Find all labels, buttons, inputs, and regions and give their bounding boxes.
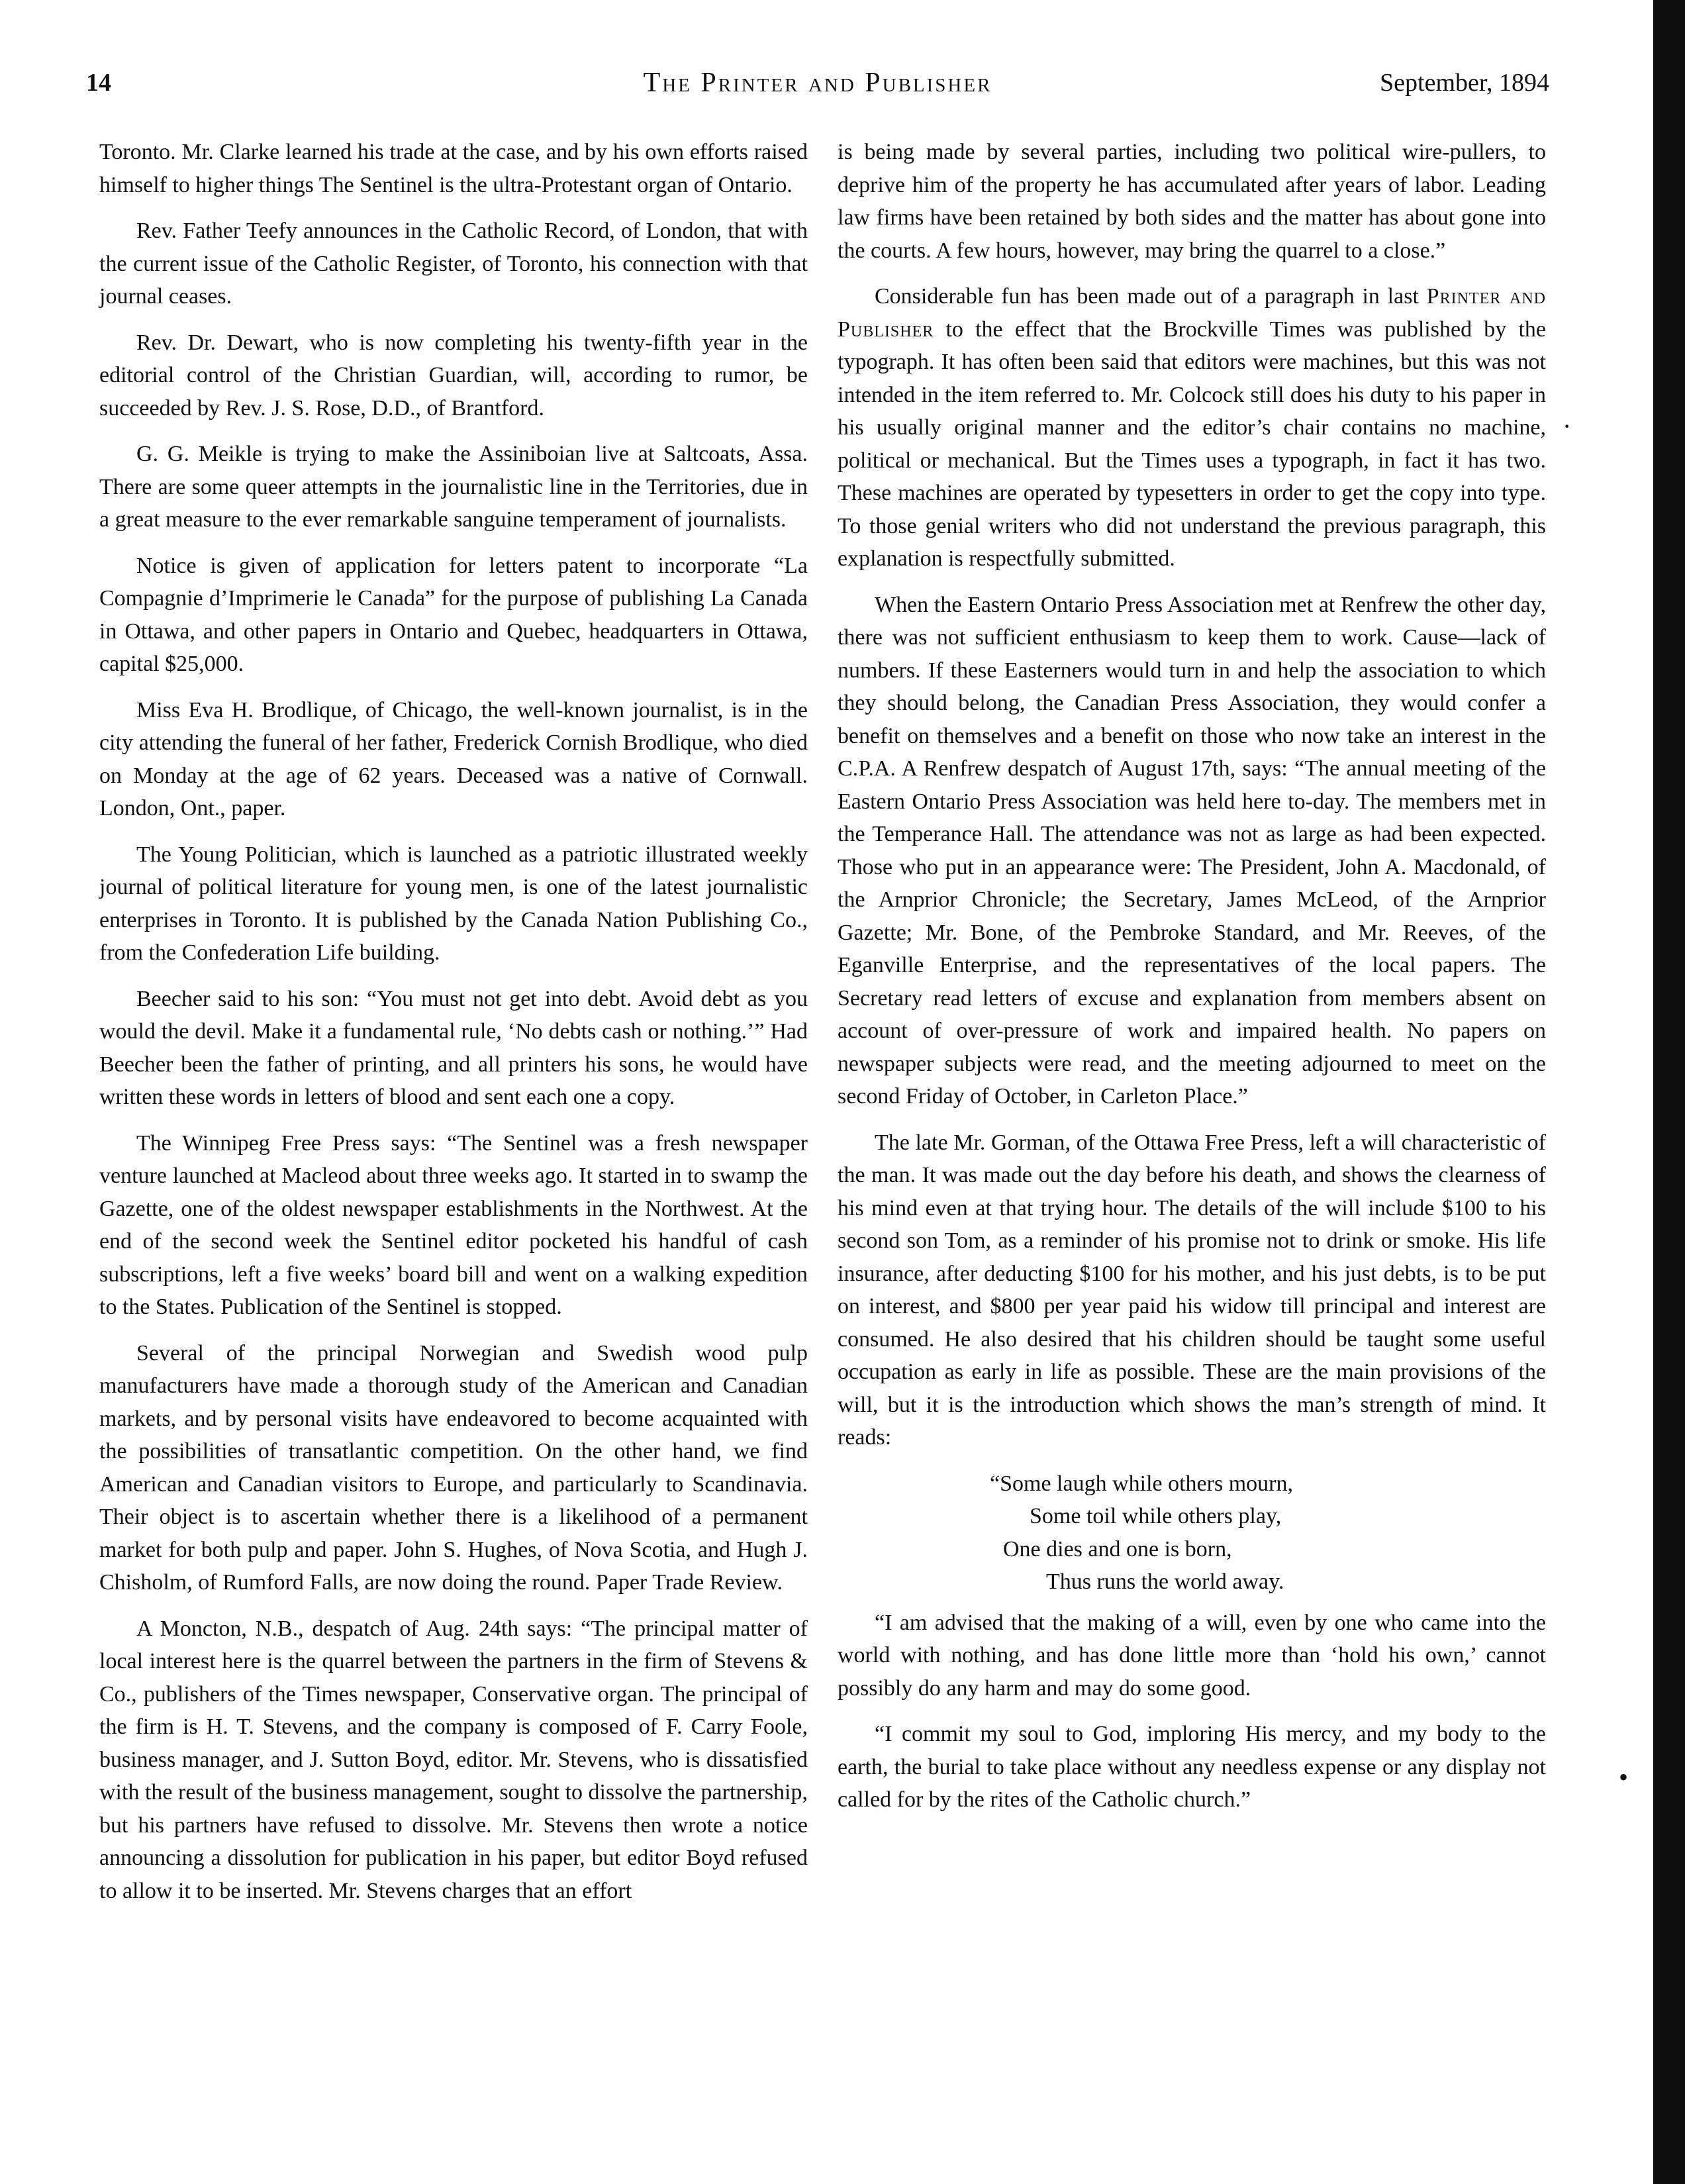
will-verse [838, 1467, 1546, 1599]
article-paragraph: The Winnipeg Free Press says: “The Sentinel was a fresh newspaper venture launched at Macleod about three weeks ago. It started in to swamp the Gazette, one of the oldest newspaper establishments in the Northwest. At the end of the second week the Sentinel editor pocketed his handful of cash subscriptions, left a five weeks’ board bill and went on a walking expedition to the States. Publication of the Sentinel is stopped. [99, 1130, 808, 1319]
page-number: 14 [86, 69, 111, 97]
article-paragraph: A Moncton, N.B., despatch of Aug. 24th says: “The principal matter of local interest here is the quarrel between the partners in the firm of Stevens & Co., publishers of the Times newspaper, Conservative organ. The principal of the firm is H. T. Stevens, and the company is composed of F. Carry Foole, business manager, and J. Sutton Boyd, editor. Mr. Stevens, who is dissatisfied with the result of the business management, sought to dissolve the partnership, but his partners have refused to dissolve. Mr. Stevens then wrote a notice announcing a dissolution for publication in his paper, but editor Boyd refused to allow it to be inserted. Mr. Stevens charges that an effort [99, 1616, 808, 1903]
paragraph-text: to the effect that the Brockville Times was published by the typograph. It has often been said that editors were machines, but this was not intended in the item referred to. Mr. Colcock still does his duty to his paper in his usually original manner and the editor’s chair contains no machine, political or mechanical. But the Times uses a typograph, in fact it has two. These machines are operated by typesetters in order to get the copy into type. To those genial writers who did not understand the previous paragraph, this explanation is respectfully submitted. [838, 317, 1547, 571]
left-column [99, 136, 808, 1920]
right-column [838, 136, 1546, 1830]
article-paragraph: “I am advised that the making of a will, even by one who came into the world with nothing, and has done little more than ‘hold his own,’ cannot possibly do any harm and may do some good. [838, 1610, 1546, 1701]
article-paragraph: When the Eastern Ontario Press Association met at Renfrew the other day, there was not sufficient enthusiasm to keep them to work. Cause—lack of numbers. If these Easterners would turn in and help the association to which they should belong, the Canadian Press Association, they would confer a benefit on themselves and a benefit on those who now take an interest in the C.P.A. A Renfrew despatch of August 17th, says: “The annual meeting of the Eastern Ontario Press Association was held here to-day. The members met in the Temperance Hall. The attendance was not as large as had been expected. Those who put in an appearance were: The President, John A. Macdonald, of the Arnprior Chronicle; the Secretary, James McLeod, of the Arnprior Gazette; Mr. Bone, of the Pembroke Standard, and Mr. Reeves, of the Eganville Enterprise, and the representatives of the local papers. The Secretary read letters of excuse and explanation from members absent on account of over-pressure of work and impaired health. No papers on newspaper subjects were read, and the meeting adjourned to meet on the second Friday of October, in Carleton Place.” [838, 592, 1546, 1109]
article-paragraph: G. G. Meikle is trying to make the Assiniboian live at Saltcoats, Assa. There are some queer attempts in the journalistic line in the Territories, due in a great measure to the ever remarkable sanguine temperament of journalists. [99, 442, 808, 532]
article-paragraph: Toronto. Mr. Clarke learned his trade at the case, and by his own efforts raised himself to higher things The Sentinel is the ultra-Protestant organ of Ontario. [99, 140, 808, 197]
article-paragraph: Several of the principal Norwegian and Swedish wood pulp manufacturers have made a thorough study of the American and Canadian markets, and by personal visits have endeavored to become acquainted with the possibilities of transatlantic competition. On the other hand, we find American and Canadian visitors to Europe, and particularly to Scandinavia. Their object is to ascertain whether there is a likelihood of a permanent market for both pulp and paper. John S. Hughes, of Nova Scotia, and Hugh J. Chisholm, of Rumford Falls, are now doing the round. Paper Trade Review. [99, 1340, 808, 1595]
article-paragraph: The late Mr. Gorman, of the Ottawa Free Press, left a will characteristic of the man. It was made out the day before his death, and shows the clearness of his mind even at that trying hour. The details of the will include $100 to his second son Tom, as a reminder of his promise not to drink or smoke. His life insurance, after deducting $100 for his mother, and his just debts, is to be put on interest, and $800 per year paid his widow till principal and interest are consumed. He also desired that his children should be taught some useful occupation as early in life as possible. These are the main provisions of the will, but it is the introduction which shows the man’s strength of mind. It reads: [838, 1130, 1546, 1450]
article-paragraph: Notice is given of application for letters patent to incorporate “La Compagnie d’Imprimerie le Canada” for the purpose of publishing La Canada in Ottawa, and other papers in Ontario and Quebec, headquarters in Ottawa, capital $25,000. [99, 553, 808, 676]
verse-line: Thus runs the world away. [1046, 1569, 1284, 1594]
publication-name: Printer and Publisher [838, 284, 1546, 342]
stray-mark: · [1563, 411, 1572, 441]
article-paragraph: The Young Politician, which is launched as a patriotic illustrated weekly journal of political literature for young men, is one of the latest journalistic enterprises in Toronto. It is published by the Canada Nation Publishing Co., from the Confederation Life building. [99, 842, 808, 965]
paragraph-text: Considerable fun has been made out of a paragraph in last [875, 284, 1419, 309]
verse-line: One dies and one is born, [1003, 1536, 1232, 1562]
article-paragraph: is being made by several parties, including two political wire-pullers, to deprive him of the property he has accumulated after years of labor. Leading law firms have been retained by both sides and the matter has about gone into the courts. A few hours, however, may bring the quarrel to a close.” [838, 140, 1546, 263]
article-paragraph: “I commit my soul to God, imploring His mercy, and my body to the earth, the burial to take place without any needless expense or any display not called for by the rites of the Catholic church.” [838, 1722, 1546, 1812]
page-header [86, 63, 1549, 103]
article-paragraph: Miss Eva H. Brodlique, of Chicago, the well-known journalist, is in the city attending the funeral of her father, Frederick Cornish Brodlique, who died on Monday at the age of 62 years. Deceased was a native of Cornwall. London, Ont., paper. [99, 697, 808, 820]
article-paragraph: Beecher said to his son: “You must not get into debt. Avoid debt as you would the devil. Make it a fundamental rule, ‘No debts cash or nothing.’” Had Beecher been the father of printing, and all printers his sons, he would have written these words in letters of blood and sent each one a copy. [99, 986, 808, 1109]
article-paragraph: Rev. Dr. Dewart, who is now completing his twenty-fifth year in the editorial control of the Christian Guardian, will, according to rumor, be succeeded by Rev. J. S. Rose, D.D., of Brantford. [99, 330, 808, 421]
stray-mark: • [1619, 1762, 1629, 1792]
article-paragraph [838, 280, 1546, 575]
verse-line: “Some laugh while others mourn, [990, 1471, 1293, 1496]
issue-date: September, 1894 [1380, 69, 1549, 97]
article-paragraph: Rev. Father Teefy announces in the Catholic Record, of London, that with the current issue of the Catholic Register, of Toronto, his connection with that journal ceases. [99, 219, 808, 309]
scan-edge-bar [1653, 0, 1685, 2184]
running-title: The Printer and Publisher [643, 68, 992, 98]
verse-line: Some toil while others play, [1030, 1504, 1282, 1528]
